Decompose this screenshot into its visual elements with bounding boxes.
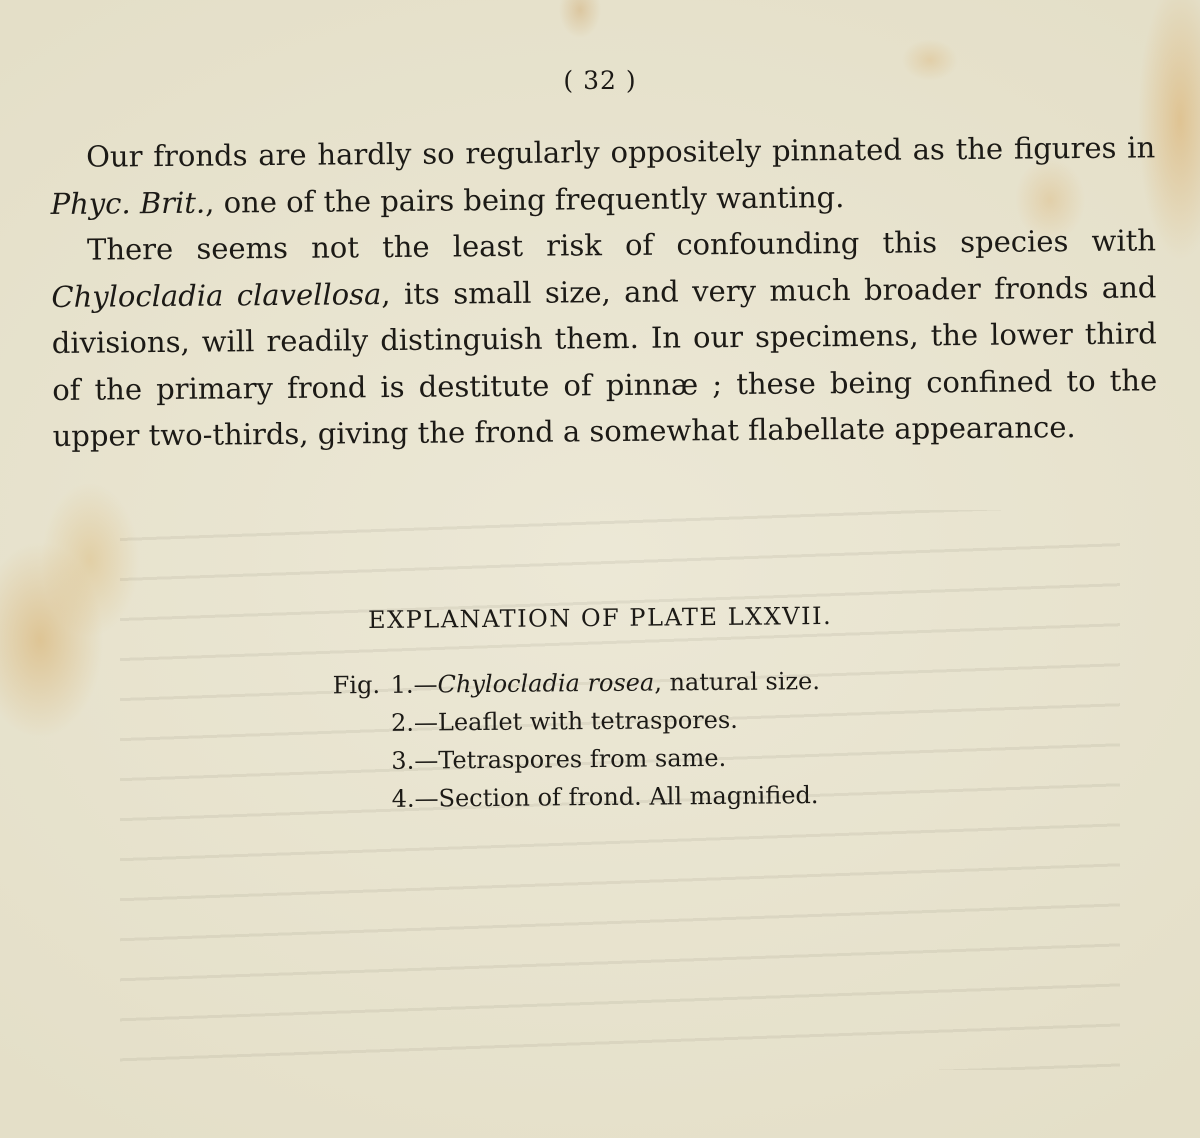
paragraph-2-italic-species: Chylocladia clavellosa <box>51 276 382 314</box>
figure-item <box>334 773 1200 819</box>
figure-italic-name: Chylocladia rosea <box>437 668 655 699</box>
paragraph-1-text-end: , one of the pairs being frequently wanting. <box>205 179 845 220</box>
figure-number: 1.— <box>390 670 438 699</box>
paragraph-2-text-start: There seems not the least risk of confounding this species with <box>86 223 1157 267</box>
figure-number: 2.— <box>390 708 439 737</box>
figure-caption: Leaflet with tetraspores. <box>437 705 738 737</box>
paragraph-1-text-start: Our fronds are hardly so regularly oppositely pinnated as the figures in <box>86 130 1156 174</box>
figure-prefix <box>333 742 391 781</box>
paragraph-2-text-end: , its small size, and very much broader fronds and divisions, will readily distinguish them. In our specimens, the lower third of the primary frond is destitute of pinnæ ; these being confined to the upper two-thirds, giving the frond a somewhat flabellate appearance. <box>51 269 1158 453</box>
figure-prefix <box>333 704 391 743</box>
figure-caption: Section of frond. All magnified. <box>438 781 819 813</box>
figure-prefix: Fig. <box>332 670 381 700</box>
figure-list <box>333 659 1200 819</box>
page-number: ( 32 ) <box>563 66 637 95</box>
paragraph-2 <box>51 217 1158 459</box>
figure-number: 4.— <box>391 784 439 813</box>
figure-caption: Tetraspores from same. <box>438 743 727 775</box>
paragraph-1-italic-reference: Phyc. Brit. <box>50 185 206 221</box>
paragraph-1 <box>50 124 1156 227</box>
figure-prefix <box>334 780 392 819</box>
plate-explanation <box>0 599 1200 821</box>
figure-number: 3.— <box>391 746 439 775</box>
body-text <box>50 124 1158 459</box>
plate-title: EXPLANATION OF PLATE LXXVII. <box>367 601 833 635</box>
figure-caption: , natural size. <box>654 667 821 697</box>
